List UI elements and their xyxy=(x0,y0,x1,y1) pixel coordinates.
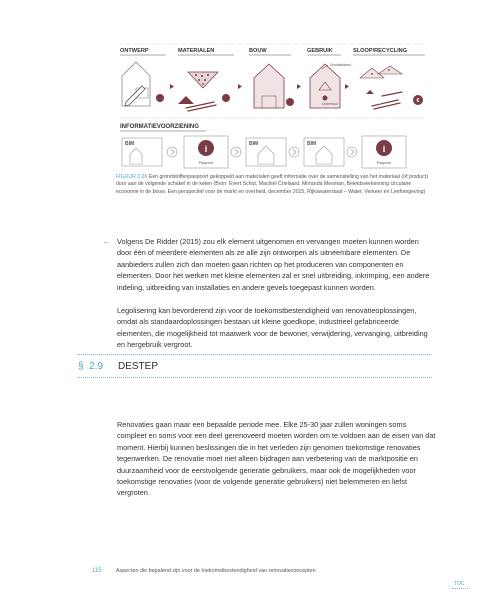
svg-text:Paspoort: Paspoort xyxy=(198,161,214,165)
stage-gebruik-label: GEBRUIK xyxy=(307,48,333,54)
chevron-right-icon xyxy=(289,147,299,157)
section-bottom-rule xyxy=(77,377,432,378)
svg-text:€: € xyxy=(416,98,420,104)
section-title: DESTEP xyxy=(118,361,159,372)
svg-text:BIM: BIM xyxy=(307,141,317,147)
tag-onderhoud: Onderhoud xyxy=(322,102,338,106)
design-house-icon xyxy=(122,62,150,106)
circular-building-figure xyxy=(116,42,429,230)
m-circle-icon xyxy=(222,94,230,102)
svg-text:i: i xyxy=(204,144,208,154)
svg-text:i: i xyxy=(382,144,386,154)
stage-sloop-recycling-label: SLOOP/RECYCLING xyxy=(353,48,408,54)
running-footer: Aspecten die bepalend zijn voor de toekomstbestendigheid van renovatieconcepten xyxy=(116,568,316,574)
bim-box-2 xyxy=(246,138,286,166)
svg-text:Paspoort: Paspoort xyxy=(376,161,392,165)
info-heading: INFORMATIEVOORZIENING xyxy=(120,124,199,130)
recycling-icon xyxy=(360,66,402,109)
page-number: 115 xyxy=(92,568,102,574)
construction-house-icon xyxy=(254,64,284,108)
bullet-dash: – xyxy=(104,238,109,247)
section-number: § 2.9 xyxy=(78,361,104,372)
stage-ontwerp-label: ONTWERP xyxy=(120,48,149,54)
bim-box-1 xyxy=(122,138,162,166)
figure-label: FIGUUR 2.26 xyxy=(116,174,148,180)
tag-grondstoffen: Grondstofkeuri xyxy=(330,63,351,67)
toc-link[interactable]: TOC xyxy=(454,581,465,587)
b-circle-icon xyxy=(286,98,294,106)
bim-box-3 xyxy=(304,138,344,166)
svg-text:BIM: BIM xyxy=(249,141,259,147)
bullet-paragraph-1: Volgens De Ridder (2015) zou elk element uitgenomen en vervangen moeten kunnen worden door één of meerdere elementen als ze alle zijn ontworpen als uitneembare elementen. De aanbieders zullen zich dan moeten gaan richten op het produceren van componenten en elementen. Door het werken met kleine elementen zal er snel uitbreiding, inkrimping, een andere indeling, uitbreiding van installaties en andere gevels toegepast kunnen worden. xyxy=(117,237,430,292)
section-paragraph: Renovaties gaan maar een bepaalde periode mee. Elke 25-30 jaar zullen woningen soms compleet en soms voor een deel gerenoveerd moeten worden om te voldoen aan de eisen van dat moment. Hierbij kunnen beslissingen die in het verleden zijn genomen toekomstige renovaties tegenwerken. De renovatie moet niet alleen bijdragen aan verbetering van de marktpositie en duurzaamheid voor de eerstvolgende generatie gebruikers, maar ook de mogelijkheden voor toekomstige renovaties (voor de volgende generatie gebruikers) niet belemmeren en liefst vergroten. xyxy=(117,420,436,498)
section-top-rule xyxy=(77,354,432,355)
stage-materialen-label: MATERIALEN xyxy=(178,48,215,54)
toc-rule xyxy=(452,588,468,589)
d-circle-icon xyxy=(156,94,164,102)
passport-box-2 xyxy=(362,136,406,168)
bullet-paragraph-2: Legolisering kan bevorderend zijn voor de toekomstbestendigheid van renovatieoplossingen, omdat als standaardoplossingen bestaan uit kleine goedkope, industrieel gefabriceerde elementen, die mogelijkheid tot maatwerk voor de bewoner, verwijdering, vervanging, uitbreiding en hergebruik vergroot. xyxy=(117,306,428,350)
chevron-right-icon xyxy=(231,147,241,157)
passport-box-1 xyxy=(184,136,228,168)
svg-text:BIM: BIM xyxy=(125,141,135,147)
stage-bouw-label: BOUW xyxy=(249,48,267,54)
figure-caption xyxy=(116,174,434,196)
materials-icon xyxy=(178,72,218,111)
chevron-right-icon xyxy=(347,147,357,157)
figure-caption-text: Een grondstoffenpaspoort gekoppeld aan materialen geeft informatie over de samenstelling van het materiaal (of product) door aan de volgende schakel in de keten (Bron: Evert Schut, Machiel Crielaard, Mirranda Mesman, Beleidsverkenning circulaire economie in de bouw. Een perspectief voor de markt en overheid, december 2015, Rijkswaterstaat – Water, Verkeer en Leefomgeving) xyxy=(116,174,428,195)
chevron-right-icon xyxy=(167,147,177,157)
